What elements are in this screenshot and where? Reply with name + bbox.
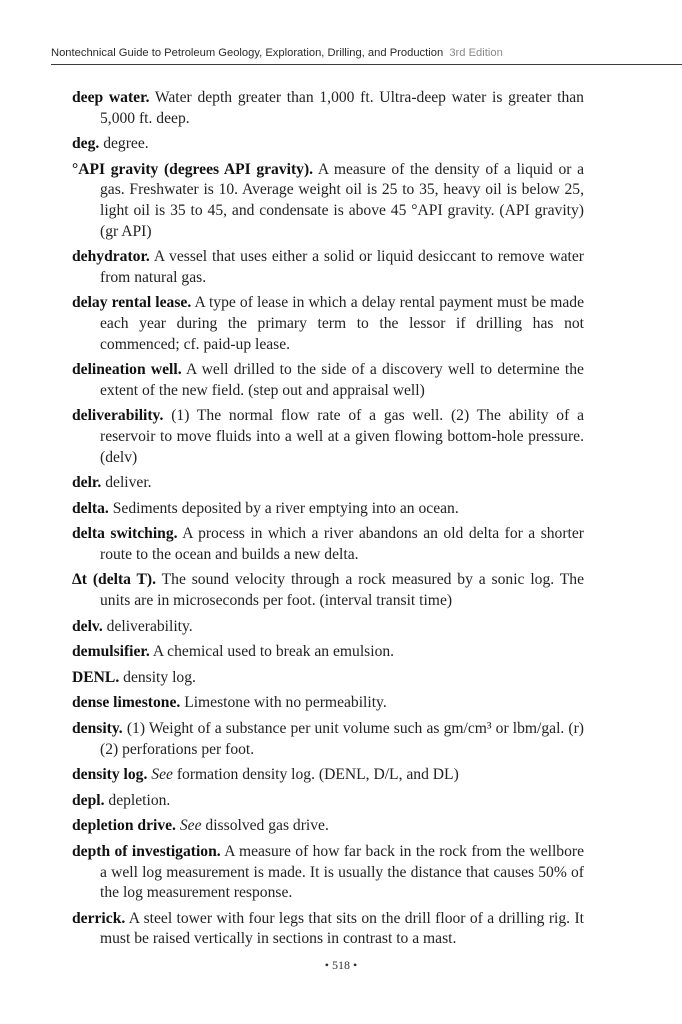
page-number: • 518 • — [324, 958, 358, 972]
glossary-entry-delineation-well — [72, 360, 584, 401]
entry-definition: Limestone with no permeability. — [184, 694, 387, 712]
glossary-entry-demulsifier — [72, 642, 584, 663]
glossary-entry-delta-t — [72, 570, 584, 611]
edition-label: 3rd Edition — [449, 47, 503, 59]
entry-definition: deliver. — [105, 474, 152, 492]
entry-definition: density log. — [123, 668, 196, 686]
entry-definition: A measure of the density of a liquid or a gas. Freshwater is 10. Average weight oil is 25 to 35, heavy oil is below 25, light oil is 35 to 45, and condensate is above 45 °API gravity. (API gravity) (gr API) — [100, 160, 584, 240]
entry-term: depth of investigation. — [72, 843, 221, 860]
glossary-entry-delay-rental-lease — [72, 293, 584, 355]
entry-definition: The sound velocity through a rock measured by a sonic log. The units are in microseconds per foot. (interval transit time) — [100, 571, 584, 610]
entry-term: demulsifier. — [72, 643, 150, 661]
glossary-entry-deliverability — [72, 406, 584, 468]
entry-definition: dissolved gas drive. — [205, 817, 329, 835]
book-title: Nontechnical Guide to Petroleum Geology, Exploration, Drilling, and Production — [51, 47, 444, 59]
entry-term: delta. — [72, 499, 109, 517]
glossary-entry-delta-switching — [72, 524, 584, 565]
see-reference: See — [179, 817, 202, 835]
entry-definition: A vessel that uses either a solid or liquid desiccant to remove water from natural gas. — [100, 248, 584, 286]
entry-term: density. — [72, 720, 123, 738]
entry-term: delv. — [72, 617, 103, 635]
entry-term: deliverability. — [72, 407, 164, 425]
entry-definition: A well drilled to the side of a discovery well to determine the extent of the new field. (step out and appraisal well) — [100, 361, 584, 399]
entry-term: °API gravity (degrees API gravity). — [72, 160, 314, 178]
glossary-entry-deep-water — [72, 88, 584, 129]
entry-term: delineation well. — [72, 361, 182, 379]
entry-term: depl. — [72, 791, 105, 809]
entry-term: dehydrator. — [72, 248, 150, 266]
glossary-entry-api-gravity — [72, 160, 584, 242]
entry-term: delr. — [72, 474, 102, 492]
entry-definition: A steel tower with four legs that sits on the drill floor of a drilling rig. It must be raised vertically in sections in contrast to a mast. — [100, 909, 584, 948]
entry-definition: A process in which a river abandons an old delta for a shorter route to the ocean and builds a new delta. — [100, 525, 584, 563]
entry-term: depletion drive. — [72, 817, 176, 835]
running-header — [51, 47, 682, 65]
glossary-entry-dehydrator — [72, 247, 584, 288]
entry-definition: A chemical used to break an emulsion. — [152, 643, 395, 661]
entry-definition: formation density log. (DENL, D/L, and DL) — [176, 766, 459, 784]
entry-term: deg. — [72, 135, 100, 153]
entry-definition: A measure of how far back in the rock from the wellbore a well log measurement is made. It is usually the distance that causes 50% of the log measurement response. — [100, 843, 584, 902]
entry-term: DENL. — [72, 668, 120, 686]
glossary-entry-deg — [72, 134, 584, 155]
glossary-entry-depletion-drive — [72, 816, 584, 837]
entry-term: dense limestone. — [72, 694, 181, 712]
glossary-entry-dense-limestone — [72, 693, 584, 714]
entry-definition: deliverability. — [106, 617, 193, 635]
glossary-entry-depl — [72, 791, 584, 812]
entry-term: density log. — [72, 766, 148, 784]
entry-term: delta switching. — [72, 525, 178, 543]
entry-definition: depletion. — [108, 791, 171, 809]
entry-definition: (1) Weight of a substance per unit volume such as gm/cm³ or lbm/gal. (r) (2) perforations per foot. — [100, 720, 585, 758]
entry-term: deep water. — [72, 89, 150, 106]
entry-definition: Water depth greater than 1,000 ft. Ultra-deep water is greater than 5,000 ft. deep. — [100, 89, 584, 127]
glossary-entry-density-log — [72, 765, 584, 786]
entry-term: delay rental lease. — [72, 294, 192, 312]
entry-definition: Sediments deposited by a river emptying into an ocean. — [112, 499, 459, 517]
glossary-entry-delr — [72, 473, 584, 494]
entry-term: derrick. — [72, 909, 126, 927]
glossary-entry-derrick — [72, 909, 584, 950]
entry-definition: A type of lease in which a delay rental payment must be made each year during the primary term to the lessor if drilling has not commenced; cf. paid-up lease. — [100, 294, 584, 353]
entry-definition: (1) The normal flow rate of a gas well. (2) The ability of a reservoir to move fluids into a well at a given flowing bottom-hole pressure. (delv) — [100, 407, 584, 466]
glossary-entry-density — [72, 719, 584, 760]
see-reference: See — [151, 766, 173, 784]
entry-definition: degree. — [103, 135, 149, 153]
glossary-entries — [72, 88, 584, 955]
glossary-entry-delta — [72, 499, 584, 520]
entry-term: Δt (delta T). — [72, 571, 157, 589]
glossary-entry-delv — [72, 617, 584, 638]
glossary-entry-denl — [72, 668, 584, 689]
glossary-entry-depth-of-investigation — [72, 842, 584, 904]
